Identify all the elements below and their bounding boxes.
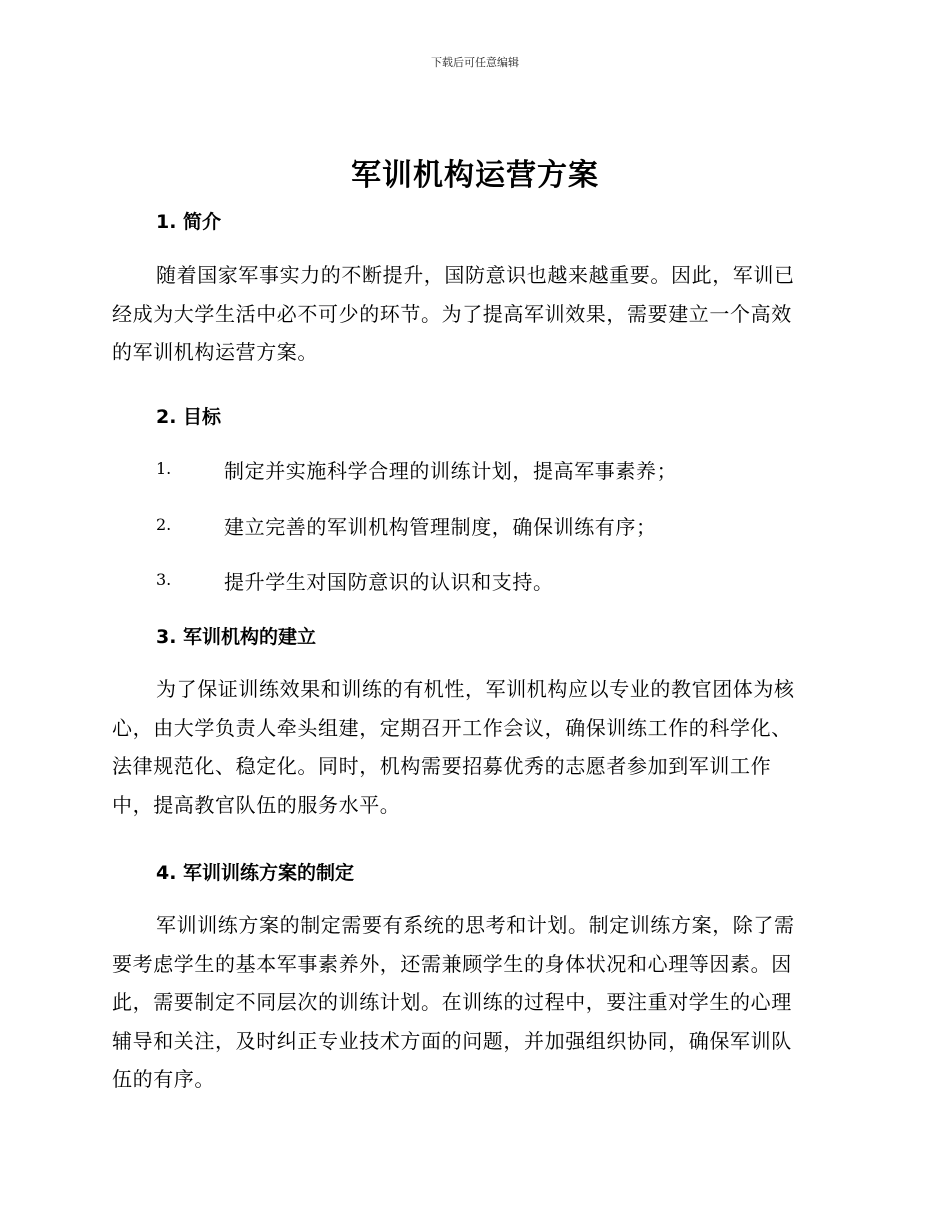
list-number: 2. bbox=[156, 515, 172, 534]
section-heading-training-plan: 4. 军训训练方案的制定 bbox=[156, 862, 355, 884]
header-note: 下载后可任意编辑 bbox=[431, 56, 519, 69]
section-heading-establishment: 3. 军训机构的建立 bbox=[156, 626, 317, 648]
section-heading-goals: 2. 目标 bbox=[156, 406, 222, 428]
section-heading-intro: 1. 简介 bbox=[156, 211, 222, 233]
list-text: 建立完善的军训机构管理制度，确保训练有序； bbox=[224, 515, 657, 539]
paragraph-line: 随着国家军事实力的不断提升，国防意识也越来越重要。因此，军训已 bbox=[156, 263, 795, 287]
paragraph-line: 中，提高教官队伍的服务水平。 bbox=[112, 792, 401, 817]
list-text: 制定并实施科学合理的训练计划，提高军事素养； bbox=[224, 459, 678, 483]
section-paragraph-establishment bbox=[112, 670, 834, 824]
paragraph-line: 辅导和关注，及时纠正专业技术方面的问题，并加强组织协同，确保军训队 bbox=[112, 1028, 792, 1053]
paragraph-line: 心，由大学负责人牵头组建，定期召开工作会议，确保训练工作的科学化、 bbox=[112, 715, 792, 740]
list-text: 提升学生对国防意识的认识和支持。 bbox=[224, 570, 554, 594]
section-paragraph-training-plan bbox=[112, 906, 834, 1099]
paragraph-line: 为了保证训练效果和训练的有机性，军训机构应以专业的教官团体为核 bbox=[156, 677, 795, 701]
paragraph-line: 法律规范化、稳定化。同时，机构需要招募优秀的志愿者参加到军训工作 bbox=[112, 754, 772, 778]
document-title: 军训机构运营方案 bbox=[351, 158, 599, 193]
paragraph-line: 军训训练方案的制定需要有系统的思考和计划。制定训练方案，除了需 bbox=[156, 913, 795, 937]
list-number: 1. bbox=[156, 459, 172, 478]
paragraph-line: 要考虑学生的基本军事素养外，还需兼顾学生的身体状况和心理等因素。因 bbox=[112, 951, 792, 976]
paragraph-line: 的军训机构运营方案。 bbox=[112, 340, 318, 364]
list-number: 3. bbox=[156, 570, 172, 589]
section-paragraph-intro bbox=[112, 256, 834, 372]
paragraph-line: 伍的有序。 bbox=[112, 1067, 215, 1091]
paragraph-line: 经成为大学生活中必不可少的环节。为了提高军训效果，需要建立一个高效 bbox=[112, 301, 792, 326]
paragraph-line: 此，需要制定不同层次的训练计划。在训练的过程中，要注重对学生的心理 bbox=[112, 990, 792, 1014]
